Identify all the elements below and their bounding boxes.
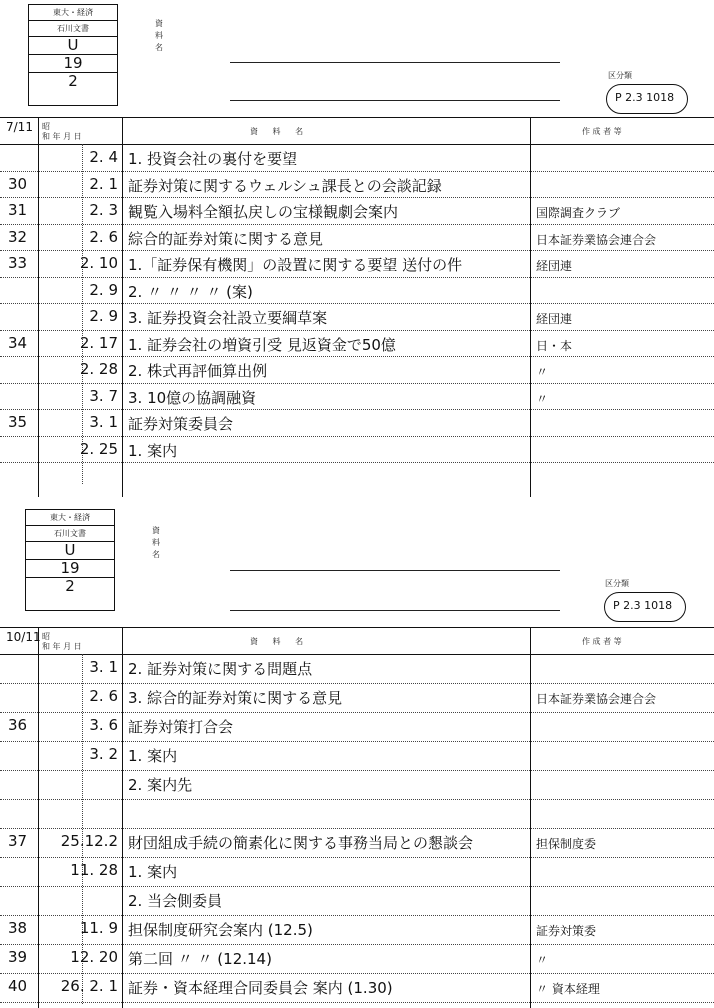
bunrui-label: 区分類 (605, 579, 629, 588)
header-sho: 昭 (42, 122, 50, 131)
row-title: 担保制度研究会案内 (12.5) (128, 921, 313, 939)
row-date: 3. 1 (89, 413, 118, 431)
header-author: 作 成 者 等 (582, 637, 622, 646)
row-author: 〃 (536, 365, 549, 379)
row-title: 財団組成手続の簡素化に関する事務当局との懇談会 (128, 834, 474, 852)
row-date: 2. 4 (89, 148, 118, 166)
row-title: 2. 〃 〃 〃 〃 (案) (128, 282, 253, 301)
row-title: 観覧入場料全額払戻しの宝様観劇会案内 (128, 203, 399, 221)
row-number: 33 (8, 254, 28, 272)
row-date: 3. 6 (89, 716, 118, 734)
row-title: 2. 案内先 (128, 776, 193, 794)
bunrui-code: P 2.3 1018 (615, 91, 675, 104)
header-no: 7/11 (6, 120, 33, 134)
header-no: 10/11 (6, 630, 41, 644)
bunrui-code: P 2.3 1018 (613, 599, 673, 612)
stamp-code-2: 19 (26, 560, 114, 578)
row-date: 2. 3 (89, 201, 118, 219)
row-date: 2. 9 (89, 307, 118, 325)
row-title: 2. 証券対策に関する問題点 (128, 660, 313, 678)
row-date: 3. 1 (89, 658, 118, 676)
archive-stamp (25, 509, 115, 611)
row-title: 2. 当会側委員 (128, 892, 223, 910)
row-number: 40 (8, 977, 28, 995)
stamp-org: 東大・経済 (29, 5, 117, 21)
row-date: 2. 28 (79, 360, 118, 378)
row-title: 3. 綜合的証券対策に関する意見 (128, 689, 343, 707)
row-author: 担保制度委 (536, 837, 597, 851)
row-number: 32 (8, 227, 28, 246)
row-title: 証券対策に関するウェルシュ課長との会談記録 (128, 176, 442, 195)
row-author: 国際調査クラブ (536, 206, 621, 220)
archive-stamp (28, 4, 118, 106)
header-date: 和 年 月 日 (42, 132, 82, 141)
row-title: 1.「証券保有機関」の設置に関する要望 送付の件 (128, 256, 463, 274)
row-author: 経団連 (536, 259, 573, 273)
row-title: 証券対策打合会 (128, 718, 234, 736)
stamp-collection: 石川文書 (29, 21, 117, 37)
row-title: 1. 案内 (128, 441, 178, 460)
row-date: 26. 2. 1 (60, 977, 118, 995)
row-title: 3. 証券投資会社設立要綱草案 (128, 309, 328, 327)
header-sho: 昭 (42, 632, 50, 641)
stamp-code-3: 2 (68, 72, 78, 90)
row-number: 36 (8, 716, 28, 734)
header-name: 資 料 名 (250, 127, 310, 136)
header-date: 和 年 月 日 (42, 642, 82, 651)
row-number: 39 (8, 948, 28, 966)
row-title: 証券対策委員会 (128, 415, 234, 433)
row-title: 証券・資本経理合同委員会 案内 (1.30) (128, 979, 393, 997)
stamp-collection: 石川文書 (26, 526, 114, 542)
stamp-code-3: 2 (65, 577, 75, 595)
row-number: 31 (8, 201, 28, 219)
row-number: 30 (8, 174, 28, 193)
row-date: 11. 9 (79, 919, 118, 937)
row-title: 第二回 〃 〃 (12.14) (128, 950, 272, 968)
row-date: 12. 20 (70, 948, 118, 966)
row-number: 37 (8, 832, 28, 850)
bunrui-code-box (604, 592, 686, 622)
row-author: 証券対策委 (536, 924, 597, 938)
row-number: 34 (8, 333, 28, 352)
row-title: 2. 株式再評価算出例 (128, 362, 268, 380)
row-title: 1. 投資会社の裏付を要望 (128, 150, 298, 168)
row-number: 35 (8, 413, 28, 431)
row-date: 2. 1 (89, 174, 118, 193)
row-title: 1. 案内 (128, 863, 178, 881)
header-name: 資 料 名 (250, 637, 310, 646)
row-date: 2. 10 (79, 254, 118, 272)
row-date: 3. 7 (89, 386, 118, 405)
row-date: 2. 6 (89, 227, 118, 246)
row-title: 3. 10億の協調融資 (128, 388, 257, 407)
row-author: 日本証券業協会連合会 (536, 232, 657, 247)
row-date: 2. 25 (79, 439, 118, 458)
stamp-code-2: 19 (29, 55, 117, 73)
row-title: 綜合的証券対策に関する意見 (128, 229, 324, 248)
row-date: 3. 2 (89, 745, 118, 763)
bunrui-label: 区分類 (608, 71, 632, 80)
shiryo-mei-label: 資料名 (152, 526, 160, 559)
row-date: 25.12.2 (60, 832, 118, 850)
row-date: 2. 6 (89, 687, 118, 705)
bunrui-code-box (606, 84, 688, 114)
row-number: 38 (8, 919, 28, 937)
row-author: 経団連 (536, 312, 573, 326)
stamp-code-1: U (26, 542, 114, 560)
row-title: 1. 証券会社の増資引受 見返資金で50億 (128, 335, 396, 354)
row-title: 1. 案内 (128, 747, 178, 765)
row-date: 2. 9 (89, 280, 118, 299)
row-author: 日・本 (536, 338, 573, 353)
row-date: 11. 28 (70, 861, 118, 879)
row-author: 〃 (536, 391, 549, 406)
stamp-code-1: U (29, 37, 117, 55)
stamp-org: 東大・経済 (26, 510, 114, 526)
row-author: 〃 (536, 953, 549, 967)
row-author: 日本証券業協会連合会 (536, 692, 657, 706)
header-author: 作 成 者 等 (582, 127, 622, 136)
row-author: 〃 資本経理 (536, 982, 600, 996)
shiryo-mei-label: 資料名 (155, 19, 163, 52)
row-date: 2. 17 (79, 333, 118, 352)
